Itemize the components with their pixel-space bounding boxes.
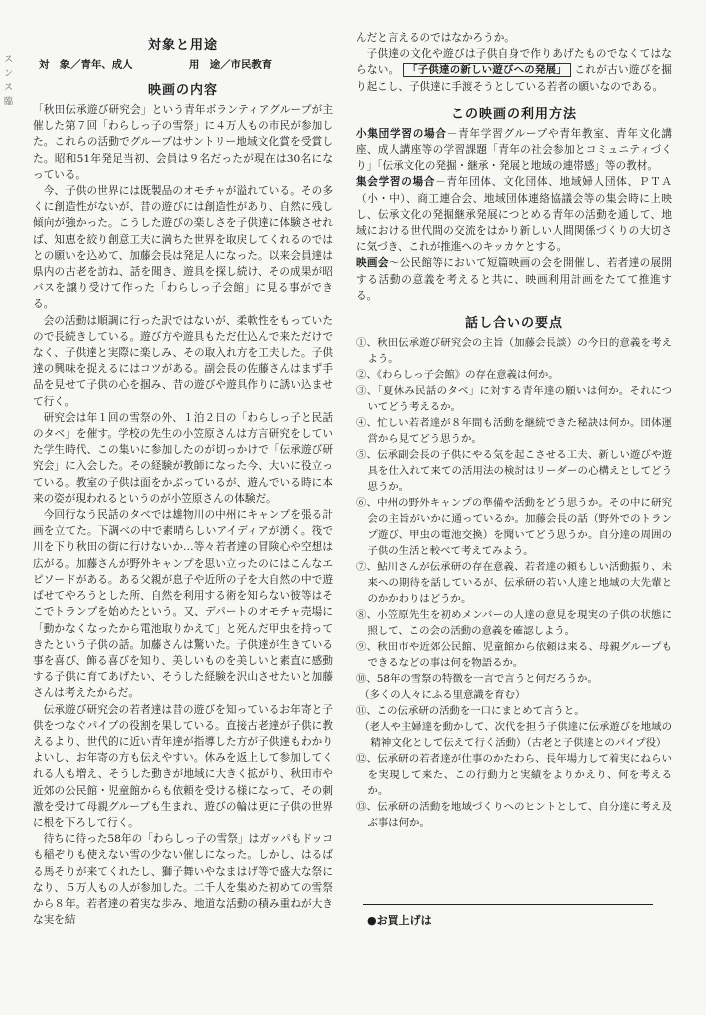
- margin-mark: ス: [4, 83, 14, 93]
- content-paragraph: 研究会は年１回の雪祭の外、１泊２日の「わらしっ子と民話のタベ」を催す。学校の先生の小笠原さんは方言研究をしていた学生時代、この集いに参加したのが切っかけで「伝承遊び研究会」に入会した。その経験が教師になった今、大いに役立っている。教室の子供は面をかぶっているが、遊んでいる時に本来の姿が現われるというのが小笠原さんの体験だ。: [33, 411, 333, 505]
- discussion-point: ④、忙しい若者達が８年間も活動を継続できた秘訣は何か。団体運営から見てどう思うか。: [356, 417, 672, 446]
- section-title-target-and-use: 対象と用途: [147, 38, 218, 53]
- content-paragraph: 会の活動は順調に行った訳ではないが、柔軟性をもっていたので長続きしている。遊び方や遊具もただ仕込んで来ただけでなく、子供達と実際に楽しみ、その取入れ方を工夫した。子供達の興味を捉えるにはコツがある。副会長の佐藤さんはまず手品を見せて子供の心を掴み、昔の遊びや遊具作りに誘い込ませて行く。: [33, 314, 333, 408]
- discussion-point: ⑫、伝承研の若者達が仕事のかたわら、長年場力して着実にねらいを実現して来た、この行動力と実績をよりかえり、何を考えるか。: [356, 753, 672, 798]
- discussion-point: ⑪、この伝承研の活動を一口にまとめて言うと。: [356, 705, 585, 718]
- section-title-how-to-use: この映画の利用方法: [450, 106, 577, 122]
- highlight-box: 「子供達の新しい遊びへの発展」: [403, 63, 571, 77]
- discussion-point: ⑨、秋田市や近郊公民館、児童館から依頼は来る、母親グループもできるなどの事は何を物語るか。: [356, 641, 672, 670]
- content-paragraph: 今、子供の世界には既製品のオモチャが溢れている。その多くに創造性がないが、昔の遊びには創造性があり、自然に残し傾向が強かった。こうした遊びの楽しさを子供達に体験させれば、知恵を絞り創意工夫に満ちた世界を取戻してくれるのではとの願いを込めて、加藤会長は発足人になった。以来会員達は県内の古老を訪ね、話を聞き、遊具を探し続け、その成果が昭バスを譲り受けて作った「わらしっ子会館」に見る事ができる。: [33, 185, 333, 311]
- discussion-point: ③、「夏休み民話のタベ」に対する青年達の願いは何か。それについてどう考えるか。: [356, 385, 672, 414]
- discussion-note: （多くの人々にふる里意識を育む）: [359, 689, 526, 702]
- use-item: [356, 255, 672, 304]
- margin-mark: ス: [4, 55, 14, 65]
- continuation-text: 子供達の文化や遊びは子供自身で作りあげたものでなくてはならない。: [356, 48, 672, 77]
- use-item-label: 映画会: [356, 257, 389, 270]
- purchase-note: ●お買上げは: [367, 914, 432, 927]
- discussion-point: ⑧、小笠原先生を初めメンバーの人達の意見を現実の子供の状態に照して、この会の活動の意義を確認しよう。: [356, 609, 672, 638]
- discussion-note: （老人や主婦達を動かして、次代を担う子供達に伝承遊びを地域の精神文化として伝えて行く活動）（古老と子供達とのパイプ役）: [359, 721, 672, 750]
- target-label: 対 象／青年、成人: [39, 59, 133, 71]
- content-paragraph: 今回行なう民話のタベでは雄物川の中州にキャンプを張る計画を立てた。下調べの中で素晴らしいアイディアが湧く。筏で川を下り秋田の街に行けないか…等々若者達の冒険心や空想は広がる。加藤さんが野外キャンプを思い立ったのにはこんなエピソードがある。ある父親が息子や近所の子を大自然の中で遊ばせてやろうとした所、自然を利用する術を知らない彼等はそこでトランプを始めたという。又、デパートのオモチャ売場に「動かなくなったから電池取りかえて」と死んだ甲虫を持ってきたという子供の話。加藤さんは驚いた。子供達が生きている事を喜び、飾る喜びを知り、美しいものを美しいと素直に感動する子供に育てあげたい、そうした経験を沢山させたいと加藤さんは考えたからだ。: [33, 509, 333, 700]
- discussion-point: ⑦、鮎川さんが伝承研の存在意義、若者達の頼もしい活動振り、未来への期待を話しているが、伝承研の若い人達と地域の大先輩とのかかわりはどうか。: [356, 561, 672, 606]
- margin-mark: ン: [4, 69, 14, 79]
- target-use-row: [33, 57, 333, 73]
- section-title-film-content: 映画の内容: [147, 83, 218, 98]
- use-label: 用 途／市民教育: [189, 59, 273, 71]
- content-paragraph: 「秋田伝承遊び研究会」という青年ボランティアグループが主催した第７回「わらしっ子の雪祭」に４万人もの市民が参加した。これらの活動でグループはサントリー地域文化賞を受賞した。昭和51年発足当初、会員は９名だったが現在は30名になっている。: [33, 104, 333, 181]
- use-item: [356, 174, 672, 255]
- content-paragraph: 待ちに待った58年の「わらしっ子の雪祭」はガッパもドッコも稲ぞりも使えない雪の少ない催しになった。しかし、はるばる馬そりが来てくれたし、獅子舞いやなまはげ等で盛大な祭になり、５万人もの人が参加した。二千人を集めた初めての雪祭から８年。若者達の着実な歩み、地道な活動の積み重ねが大きな実を結: [33, 833, 333, 927]
- divider: [363, 904, 653, 905]
- right-column: [356, 30, 672, 831]
- use-item: [356, 126, 672, 175]
- margin-mark: 臨: [4, 97, 14, 107]
- content-paragraph: 伝承遊び研究会の若者達は昔の遊びを知っているお年寄と子供をつなぐパイプの役割を果している。直接古老達が子供に教えるより、世代的に近い青年達が指導した方が子供達もわかりよいし、お年寄の方も伝えやすい。休みを返上して参加してくれる人も増え、そうした動きが地域に大きく拡がり、秋田市や近郊の公民館・児童館からも依頼を受ける様になって、その刺激を受けて母親グループも生まれ、遊びの輪は更に子供の世界に根を下ろして行く。: [33, 703, 333, 829]
- discussion-point: ⑩、58年の雪祭の特徴を一言で言うと何だろうか。: [356, 673, 598, 686]
- continuation-paragraph: [356, 46, 672, 95]
- discussion-point: ⑤、伝承副会長の子供にやる気を起こさせる工夫、新しい遊びや遊具を仕入れて来ての活用法の検討はリーダーの心構えとしてどう思うか。: [356, 449, 672, 494]
- discussion-points-list: [356, 335, 672, 831]
- use-item-label: 集会学習の場合: [356, 176, 436, 189]
- discussion-point: ⑥、中州の野外キャンプの準備や活動をどう思うか。その中に研究会の主旨がいかに通っているか。加藤会長の話（野外でのトランプ遊び、甲虫の電池交換）を聞いてどう思うか。自分達の周囲の子供の生活と較べて考えてみよう。: [356, 497, 672, 558]
- continuation-text: んだと言えるのではなかろうか。: [356, 32, 515, 44]
- use-item-text: －青年団体、文化団体、地域婦人団体、ＰＴＡ（小・中）、商工連合会、地域団体連絡協議会等の集会時に上映し、伝承文化の発掘継承発展につとめる青年の活動を通して、地域における世代間の交流をはかり新しい人間関係づくりの大切さに気づき、これが推進へのキッカケとする。: [356, 176, 673, 254]
- section-title-discussion-points: 話し合いの要点: [464, 316, 563, 332]
- discussion-point: ⑬、伝承研の活動を地域づくりへのヒントとして、自分達に考え及ぶ事は何か。: [356, 801, 672, 830]
- use-item-text: －青年学習グループや青年教室、青年文化講座、成人講座等の学習課題「青年の社会参加とコミュニティづくり」「伝承文化の発掘・継承・発展と地域の連帯感」等の教材。: [356, 127, 673, 173]
- continuation-text: これが古い遊びを掘り起こし、子供達に手渡そうとしている若者の願いなのである。: [356, 64, 673, 93]
- use-item-text: ～公民館等において短篇映画の会を開催し、若者達の展開する活動の意義を考えると共に、映画利用計画をたてて推進する。: [356, 257, 673, 302]
- left-column: [33, 34, 333, 928]
- discussion-point: ②、《わらしっ子会館》の存在意義は何か。: [356, 369, 559, 382]
- discussion-point: ①、秋田伝承遊び研究会の主旨（加藤会長談）の今日的意義を考えよう。: [356, 337, 672, 366]
- use-item-label: 小集団学習の場合: [356, 127, 447, 140]
